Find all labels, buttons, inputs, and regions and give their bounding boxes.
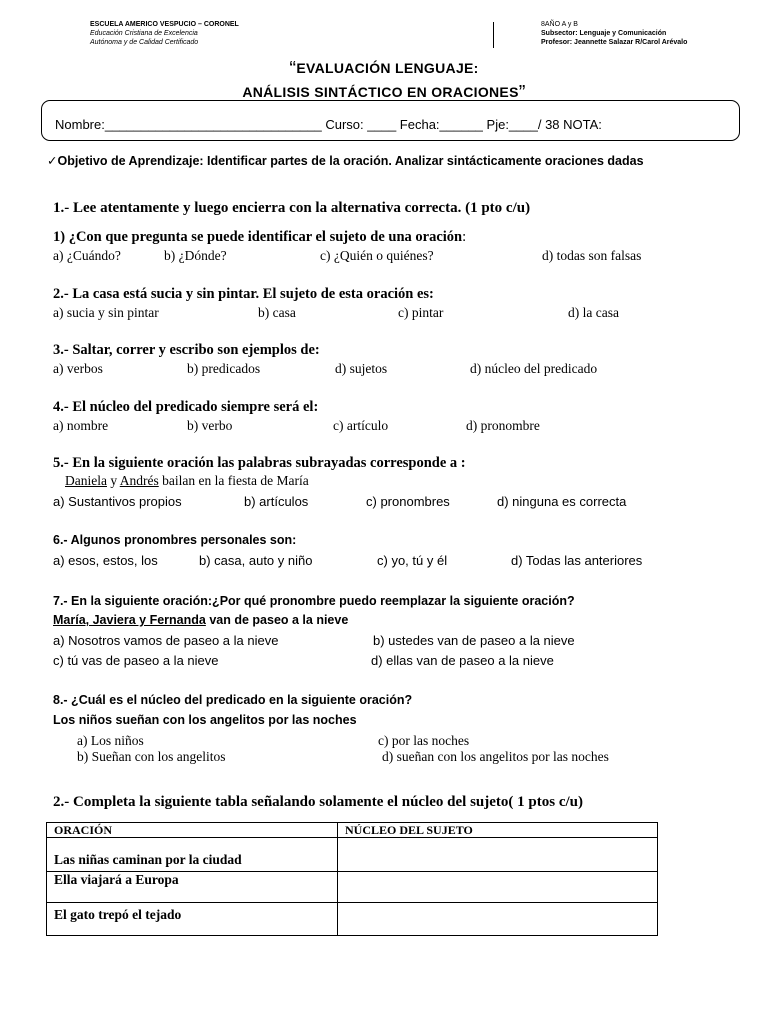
q5-conjunction: y bbox=[106, 473, 120, 488]
question-1 bbox=[53, 229, 466, 246]
sentence-cell: Ella viajará a Europa bbox=[47, 872, 338, 903]
q8-option-c[interactable]: c) por las noches bbox=[378, 733, 470, 748]
q1-option-a[interactable]: a) ¿Cuándo? bbox=[53, 248, 121, 263]
section-2-heading: 2.- Completa la siguiente tabla señalando solamente el núcleo del sujeto( 1 ptos c/u) bbox=[53, 794, 583, 810]
q7-sentence-rest: van de paseo a la nieve bbox=[205, 613, 349, 627]
header-divider bbox=[493, 22, 494, 48]
underlined-word-daniela: Daniela bbox=[65, 473, 107, 488]
question-4: 4.- El núcleo del predicado siempre será el: bbox=[53, 399, 319, 415]
table-row bbox=[47, 903, 658, 936]
q2-option-d[interactable]: d) la casa bbox=[568, 305, 619, 320]
q7-option-c[interactable]: c) tú vas de paseo a la nieve bbox=[53, 653, 219, 668]
q6-option-c[interactable]: c) yo, tú y él bbox=[377, 553, 448, 568]
answer-cell[interactable] bbox=[338, 872, 658, 903]
question-5: 5.- En la siguiente oración las palabras subrayadas corresponde a : bbox=[53, 455, 466, 471]
q1-option-d[interactable]: d) todas son falsas bbox=[542, 248, 642, 263]
q7-underlined-subject: María, Javiera y Fernanda bbox=[53, 613, 206, 627]
answer-cell[interactable] bbox=[338, 838, 658, 872]
table-header-row bbox=[47, 823, 658, 838]
q1-option-c[interactable]: c) ¿Quién o quiénes? bbox=[320, 248, 434, 263]
table-row bbox=[47, 838, 658, 872]
q3-option-b[interactable]: b) predicados bbox=[187, 361, 261, 376]
question-2: 2.- La casa está sucia y sin pintar. El sujeto de esta oración es: bbox=[53, 286, 434, 302]
q5-sentence-rest: bailan en la fiesta de María bbox=[158, 473, 309, 488]
q3-option-a[interactable]: a) verbos bbox=[53, 361, 103, 376]
table-row bbox=[47, 872, 658, 903]
question-1-text: 1) ¿Con que pregunta se puede identificar el sujeto de una oración bbox=[53, 229, 463, 245]
subject-nucleus-table bbox=[46, 822, 658, 936]
q3-option-d[interactable]: d) núcleo del predicado bbox=[470, 361, 598, 376]
title-text-2: ANÁLISIS SINTÁCTICO EN ORACIONES bbox=[242, 84, 519, 100]
q2-option-c[interactable]: c) pintar bbox=[398, 305, 444, 320]
column-header-nucleus: NÚCLEO DEL SUJETO bbox=[338, 823, 658, 838]
student-info-line[interactable]: Nombre:______________________________ Curso: ____ Fecha:______ Pje:____/ 38 NOTA: bbox=[55, 117, 602, 132]
question-7: 7.- En la siguiente oración:¿Por qué pronombre puedo reemplazar la siguiente oración? bbox=[53, 594, 575, 608]
q8-option-d[interactable]: d) sueñan con los angelitos por las noches bbox=[382, 749, 609, 764]
q4-option-d[interactable]: d) pronombre bbox=[466, 418, 540, 433]
q5-option-c[interactable]: c) pronombres bbox=[366, 494, 450, 509]
column-header-sentence: ORACIÓN bbox=[47, 823, 338, 838]
section-1-heading: 1.- Lee atentamente y luego encierra con la alternativa correcta. (1 pto c/u) bbox=[53, 200, 531, 216]
school-header bbox=[90, 20, 239, 47]
title-line-1 bbox=[0, 58, 768, 81]
q5-option-d[interactable]: d) ninguna es correcta bbox=[497, 494, 627, 509]
learning-objective: ✓Objetivo de Aprendizaje: Identificar partes de la oración. Analizar sintácticamente oraciones dadas bbox=[47, 154, 644, 168]
q7-option-d[interactable]: d) ellas van de paseo a la nieve bbox=[371, 653, 554, 668]
q5-option-a[interactable]: a) Sustantivos propios bbox=[53, 494, 182, 509]
title-text-1: EVALUACIÓN LENGUAJE: bbox=[296, 60, 479, 76]
q6-option-a[interactable]: a) esos, estos, los bbox=[53, 553, 158, 568]
q7-option-b[interactable]: b) ustedes van de paseo a la nieve bbox=[373, 633, 575, 648]
q8-option-a[interactable]: a) Los niños bbox=[77, 733, 144, 748]
q7-sentence bbox=[53, 613, 348, 627]
question-8: 8.- ¿Cuál es el núcleo del predicado en la siguiente oración? bbox=[53, 693, 413, 707]
q4-option-a[interactable]: a) nombre bbox=[53, 418, 109, 433]
q2-option-a[interactable]: a) sucia y sin pintar bbox=[53, 305, 159, 320]
q5-option-b[interactable]: b) artículos bbox=[244, 494, 309, 509]
q8-option-b[interactable]: b) Sueñan con los angelitos bbox=[77, 749, 226, 764]
question-6: 6.- Algunos pronombres personales son: bbox=[53, 533, 297, 547]
sentence-cell: Las niñas caminan por la ciudad bbox=[47, 838, 338, 872]
teacher-label: Profesor: Jeannette Salazar R/Carol Arévalo bbox=[541, 39, 688, 46]
q4-option-b[interactable]: b) verbo bbox=[187, 418, 233, 433]
q7-option-a[interactable]: a) Nosotros vamos de paseo a la nieve bbox=[53, 633, 279, 648]
school-motto-1: Educación Cristiana de Excelencia bbox=[90, 30, 198, 37]
school-name: ESCUELA AMERICO VESPUCIO – CORONEL bbox=[90, 21, 239, 28]
q1-option-b[interactable]: b) ¿Dónde? bbox=[164, 248, 227, 263]
sentence-cell: El gato trepó el tejado bbox=[47, 903, 338, 936]
school-motto-2: Autónoma y de Calidad Certificado bbox=[90, 39, 199, 46]
subsector-label: Subsector: Lenguaje y Comunicación bbox=[541, 30, 667, 37]
answer-cell[interactable] bbox=[338, 903, 658, 936]
close-quote: ” bbox=[518, 82, 526, 104]
open-quote: “ bbox=[289, 58, 297, 80]
question-1-colon: : bbox=[462, 229, 467, 245]
underlined-word-andres: Andrés bbox=[119, 473, 159, 488]
q8-sentence: Los niños sueñan con los angelitos por las noches bbox=[53, 713, 357, 727]
q5-sentence bbox=[65, 473, 309, 489]
course-info bbox=[541, 20, 687, 47]
q3-option-c[interactable]: d) sujetos bbox=[335, 361, 388, 376]
q2-option-b[interactable]: b) casa bbox=[258, 305, 296, 320]
grade-label: 8AÑO A y B bbox=[541, 21, 578, 28]
question-3: 3.- Saltar, correr y escribo son ejemplos de: bbox=[53, 342, 320, 358]
q4-option-c[interactable]: c) artículo bbox=[333, 418, 389, 433]
q6-option-b[interactable]: b) casa, auto y niño bbox=[199, 553, 313, 568]
q6-option-d[interactable]: d) Todas las anteriores bbox=[511, 553, 643, 568]
